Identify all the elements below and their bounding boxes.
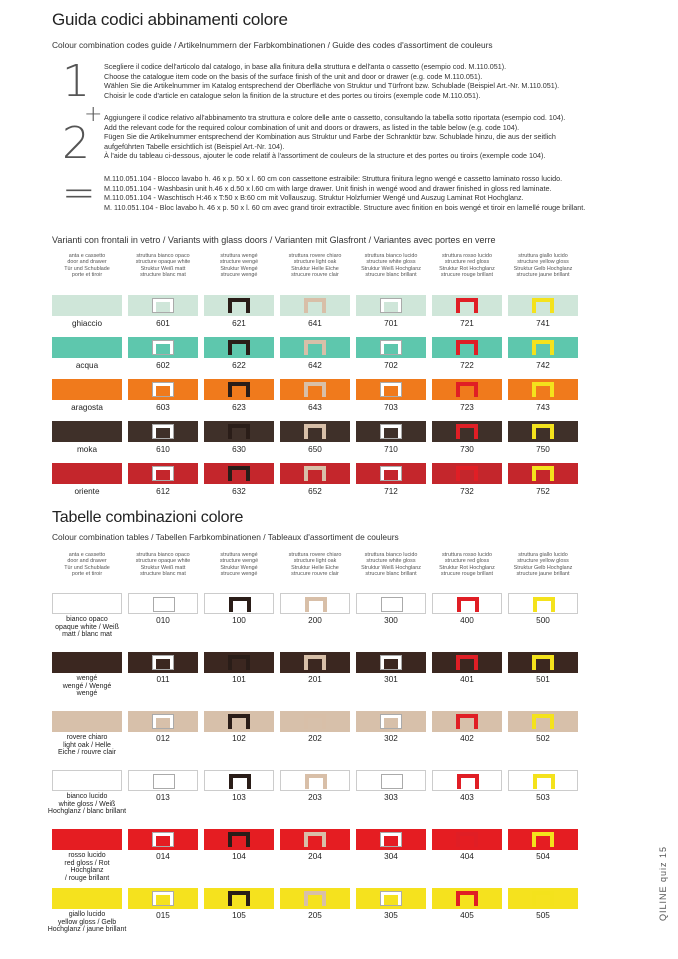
combination-swatch xyxy=(356,421,426,442)
combination-code: 405 xyxy=(460,911,474,920)
unit-structure-icon xyxy=(381,774,403,789)
combination-swatch xyxy=(128,770,198,791)
unit-structure-icon xyxy=(532,832,554,847)
unit-structure-icon xyxy=(152,891,174,906)
step-line: Choisir le code d'article en catalogue selon la finition de la structure et des portes ou tiroirs (exemple code M.110.051). xyxy=(104,90,481,100)
combination-swatch xyxy=(128,593,198,614)
unit-structure-icon xyxy=(305,597,327,612)
combination-swatch xyxy=(432,711,502,732)
combination-swatch xyxy=(356,652,426,673)
combination-code: 742 xyxy=(536,361,550,370)
unit-structure-icon xyxy=(532,382,554,397)
combination-code: 404 xyxy=(460,852,474,861)
unit-structure-icon xyxy=(381,597,403,612)
step-line: Wählen Sie die Artikelnummer im Katalog entsprechend der Oberfläche von Struktur und Türfront bzw. Schublade (Beispiel Art.-Nr. M.110.051). xyxy=(104,81,560,91)
unit-structure-icon xyxy=(533,774,555,789)
table-header-row xyxy=(52,253,588,287)
combination-swatch xyxy=(204,337,274,358)
row-label: rovere chiaro light oak / Helle Eiche / rouvre clair xyxy=(58,734,116,757)
column-header: struttura bianco opaco structure opaque white Struktur Weiß matt structure blanc mat xyxy=(135,253,191,278)
combination-swatch xyxy=(204,711,274,732)
combination-code: 503 xyxy=(536,793,550,802)
combination-code: 602 xyxy=(156,361,170,370)
combination-swatch xyxy=(356,888,426,909)
combination-swatch xyxy=(508,421,578,442)
combination-code: 732 xyxy=(460,487,474,496)
combination-swatch xyxy=(508,337,578,358)
combination-code: 013 xyxy=(156,793,170,802)
column-header: anta e cassetto door and drawer Tür und Schublade porte et tiroir xyxy=(64,552,110,577)
step-line: Add the relevant code for the required colour combination of unit and doors or drawers, as listed in the table below (e.g. code 104). xyxy=(104,122,520,132)
step-1-text xyxy=(104,62,664,100)
unit-structure-icon xyxy=(380,466,402,481)
combination-swatch xyxy=(508,770,578,791)
door-color-swatch xyxy=(52,711,122,732)
combination-swatch xyxy=(356,593,426,614)
step-line: M.110.051.104 - Waschtisch H:46 x T:50 x B:60 cm mit Vollauszug. Struktur Holzfurnier Wengé und Auszug Laminat Rot Hochglanz. xyxy=(104,193,524,203)
combination-code: 643 xyxy=(308,403,322,412)
step-line: Choose the catalogue item code on the basis of the surface finish of the unit and door or drawer (e.g. code M.110.051). xyxy=(104,71,483,81)
combination-code: 200 xyxy=(308,616,322,625)
unit-structure-icon xyxy=(532,340,554,355)
combination-swatch xyxy=(280,770,350,791)
row-label: aragosta xyxy=(71,403,103,412)
unit-structure-icon xyxy=(152,298,174,313)
unit-structure-icon xyxy=(456,298,478,313)
combination-swatch xyxy=(508,711,578,732)
combination-code: 650 xyxy=(308,445,322,454)
unit-structure-icon xyxy=(532,655,554,670)
combination-swatch xyxy=(508,829,578,850)
unit-structure-icon xyxy=(228,714,250,729)
unit-structure-icon xyxy=(304,382,326,397)
unit-structure-icon xyxy=(152,424,174,439)
unit-structure-icon xyxy=(228,466,250,481)
combination-code: 100 xyxy=(232,616,246,625)
step-result-symbol: = xyxy=(62,170,96,216)
unit-structure-icon xyxy=(304,891,326,906)
combination-code: 752 xyxy=(536,487,550,496)
unit-structure-icon xyxy=(305,774,327,789)
combination-code: 730 xyxy=(460,445,474,454)
unit-structure-icon xyxy=(380,891,402,906)
unit-structure-icon xyxy=(456,424,478,439)
combination-code: 305 xyxy=(384,911,398,920)
column-header: anta e cassetto door and drawer Tür und Schublade porte et tiroir xyxy=(64,253,110,278)
combination-code: 723 xyxy=(460,403,474,412)
combination-swatch xyxy=(128,652,198,673)
unit-structure-icon xyxy=(228,832,250,847)
combination-swatch xyxy=(128,888,198,909)
combination-code: 623 xyxy=(232,403,246,412)
combination-code: 201 xyxy=(308,675,322,684)
combination-code: 701 xyxy=(384,319,398,328)
combination-swatch xyxy=(432,888,502,909)
combination-code: 722 xyxy=(460,361,474,370)
tables-subtitle: Colour combination tables / Tabellen Farbkombinationen / Tableaux d'assortiment de couleurs xyxy=(52,532,399,542)
combination-swatch xyxy=(280,379,350,400)
color-row xyxy=(52,829,588,850)
combination-code: 743 xyxy=(536,403,550,412)
combination-code: 400 xyxy=(460,616,474,625)
unit-structure-icon xyxy=(229,597,251,612)
color-row xyxy=(52,379,588,400)
combination-code: 104 xyxy=(232,852,246,861)
combination-code: 610 xyxy=(156,445,170,454)
unit-structure-icon xyxy=(380,832,402,847)
combination-swatch xyxy=(280,295,350,316)
combination-code: 710 xyxy=(384,445,398,454)
door-color-swatch xyxy=(52,829,122,850)
combination-code: 702 xyxy=(384,361,398,370)
row-label: oriente xyxy=(74,487,100,496)
combination-code: 630 xyxy=(232,445,246,454)
combination-swatch xyxy=(280,652,350,673)
unit-structure-icon xyxy=(228,655,250,670)
door-color-swatch xyxy=(52,593,122,614)
unit-structure-icon xyxy=(532,466,554,481)
combination-code: 641 xyxy=(308,319,322,328)
unit-structure-icon xyxy=(456,714,478,729)
combination-swatch xyxy=(128,295,198,316)
unit-structure-icon xyxy=(304,340,326,355)
unit-structure-icon xyxy=(228,891,250,906)
combination-swatch xyxy=(280,421,350,442)
combination-swatch xyxy=(204,829,274,850)
door-color-swatch xyxy=(52,421,122,442)
row-label: acqua xyxy=(75,361,99,370)
column-header: struttura rovere chiaro structure light oak Struktur Helle Eiche strucure rouvre clair xyxy=(288,253,342,278)
unit-structure-icon xyxy=(228,340,250,355)
combination-code: 502 xyxy=(536,734,550,743)
unit-structure-icon xyxy=(380,382,402,397)
combination-code: 403 xyxy=(460,793,474,802)
combination-swatch xyxy=(204,379,274,400)
column-header: struttura rovere chiaro structure light oak Struktur Helle Eiche strucure rouvre clair xyxy=(288,552,342,577)
combination-swatch xyxy=(508,593,578,614)
combination-swatch xyxy=(204,593,274,614)
row-label: bianco lucido white gloss / Weiß Hochglanz / blanc brillant xyxy=(47,793,127,816)
combination-code: 612 xyxy=(156,487,170,496)
column-header: struttura bianco opaco structure opaque white Struktur Weiß matt structure blanc mat xyxy=(135,552,191,577)
combination-swatch xyxy=(432,421,502,442)
color-row xyxy=(52,337,588,358)
color-row xyxy=(52,770,588,791)
combination-swatch xyxy=(432,829,502,850)
step-1-number: 1 xyxy=(62,56,90,107)
column-header: struttura giallo lucido structure yellow gloss Struktur Gelb Hochglanz structure jaune brillant xyxy=(513,552,573,577)
combination-code: 652 xyxy=(308,487,322,496)
unit-structure-icon xyxy=(228,298,250,313)
combination-code: 642 xyxy=(308,361,322,370)
door-color-swatch xyxy=(52,379,122,400)
color-row xyxy=(52,888,588,909)
combination-code: 750 xyxy=(536,445,550,454)
step-line: Scegliere il codice dell'articolo dal catalogo, in base alla finitura della struttura e dell'anta o cassetto (esempio cod. M.110.051). xyxy=(104,62,507,71)
color-row xyxy=(52,652,588,673)
table-header-row xyxy=(52,552,588,586)
combination-swatch xyxy=(508,888,578,909)
unit-structure-icon xyxy=(456,832,478,847)
combination-code: 500 xyxy=(536,616,550,625)
row-label: wengé wengé / Wengé wengé xyxy=(62,675,112,698)
step-line: Aggiungere il codice relativo all'abbinamento tra struttura e colore delle ante o cassetto, consultando la tabella sotto riportata (esempio cod. 104). xyxy=(104,113,566,122)
combination-code: 632 xyxy=(232,487,246,496)
page-footer-brand: QILINE quiz 15 xyxy=(658,846,668,922)
door-color-swatch xyxy=(52,770,122,791)
unit-structure-icon xyxy=(380,298,402,313)
combination-swatch xyxy=(432,463,502,484)
combination-code: 204 xyxy=(308,852,322,861)
color-row xyxy=(52,421,588,442)
combination-swatch xyxy=(508,295,578,316)
door-color-swatch xyxy=(52,888,122,909)
combination-swatch xyxy=(204,463,274,484)
combination-code: 302 xyxy=(384,734,398,743)
combination-code: 501 xyxy=(536,675,550,684)
unit-structure-icon xyxy=(304,298,326,313)
unit-structure-icon xyxy=(228,424,250,439)
combination-swatch xyxy=(356,379,426,400)
unit-structure-icon xyxy=(153,597,175,612)
combination-swatch xyxy=(204,421,274,442)
combination-swatch xyxy=(280,829,350,850)
step-2-plus: + xyxy=(84,102,103,127)
combination-swatch xyxy=(128,463,198,484)
unit-structure-icon xyxy=(153,774,175,789)
step-line: aufgeführten Tabelle ersichtlich ist (Beispiel Art.-Nr. 104). xyxy=(104,141,285,151)
unit-structure-icon xyxy=(152,466,174,481)
step-2-number: 2 xyxy=(62,118,90,169)
color-row xyxy=(52,593,588,614)
row-label: bianco opaco opaque white / Weiß matt / blanc mat xyxy=(55,616,119,639)
combination-code: 301 xyxy=(384,675,398,684)
combination-code: 010 xyxy=(156,616,170,625)
combination-code: 402 xyxy=(460,734,474,743)
unit-structure-icon xyxy=(152,655,174,670)
combination-swatch xyxy=(432,652,502,673)
combination-code: 504 xyxy=(536,852,550,861)
row-label: moka xyxy=(76,445,98,454)
combination-code: 622 xyxy=(232,361,246,370)
unit-structure-icon xyxy=(533,597,555,612)
step-line: M. 110.051.104 - Bloc lavabo h. 46 x p. 50 x l. 60 cm avec grand tiroir extractible. Structure avec finition en bois wengé et tiroir en lamellé rouge brillant. xyxy=(104,202,586,212)
row-label: ghiaccio xyxy=(71,319,103,328)
unit-structure-icon xyxy=(380,655,402,670)
column-header: struttura bianco lucido structure white gloss Struktur Weiß Hochglanz strucure blanc brillant xyxy=(361,253,421,278)
combination-code: 015 xyxy=(156,911,170,920)
combination-code: 401 xyxy=(460,675,474,684)
combination-swatch xyxy=(204,770,274,791)
combination-swatch xyxy=(356,295,426,316)
combination-swatch xyxy=(128,337,198,358)
combination-swatch xyxy=(128,421,198,442)
combination-code: 012 xyxy=(156,734,170,743)
combination-code: 721 xyxy=(460,319,474,328)
unit-structure-icon xyxy=(456,466,478,481)
unit-structure-icon xyxy=(229,774,251,789)
door-color-swatch xyxy=(52,463,122,484)
unit-structure-icon xyxy=(532,714,554,729)
combination-swatch xyxy=(204,295,274,316)
combination-code: 304 xyxy=(384,852,398,861)
combination-swatch xyxy=(204,652,274,673)
unit-structure-icon xyxy=(532,298,554,313)
combination-swatch xyxy=(356,337,426,358)
combination-code: 603 xyxy=(156,403,170,412)
combination-code: 105 xyxy=(232,911,246,920)
unit-structure-icon xyxy=(456,891,478,906)
unit-structure-icon xyxy=(304,466,326,481)
door-color-swatch xyxy=(52,337,122,358)
combination-code: 303 xyxy=(384,793,398,802)
combination-swatch xyxy=(508,652,578,673)
combination-swatch xyxy=(280,337,350,358)
combination-swatch xyxy=(356,829,426,850)
unit-structure-icon xyxy=(380,340,402,355)
combination-code: 703 xyxy=(384,403,398,412)
step-2-text xyxy=(104,113,664,161)
combination-swatch xyxy=(432,379,502,400)
glass-section-title: Varianti con frontali in vetro / Variants with glass doors / Varianten mit Glasfront / Variantes avec portes en verre xyxy=(52,235,496,245)
step-line: M.110.051.104 - Washbasin unit h.46 x d.50 x l.60 cm with large drawer. Unit finish in wengé wood and drawer finished in gloss red laminate. xyxy=(104,183,552,193)
unit-structure-icon xyxy=(152,832,174,847)
combination-code: 621 xyxy=(232,319,246,328)
combination-code: 300 xyxy=(384,616,398,625)
step-line: À l'aide du tableau ci-dessous, ajouter le code relatif à l'assortiment de couleurs de la structure et des portes ou tiroirs (exemple code 104). xyxy=(104,151,546,161)
color-row xyxy=(52,463,588,484)
row-label: giallo lucido yellow gloss / Gelb Hochglanz / jaune brillant xyxy=(47,911,127,934)
unit-structure-icon xyxy=(456,655,478,670)
unit-structure-icon xyxy=(532,891,554,906)
step-result-text xyxy=(104,174,664,212)
combination-swatch xyxy=(508,463,578,484)
combination-swatch xyxy=(432,295,502,316)
unit-structure-icon xyxy=(152,340,174,355)
column-header: struttura rosso lucido structure red gloss Struktur Rot Hochglanz strucure rouge brillant xyxy=(439,552,495,577)
combination-swatch xyxy=(204,888,274,909)
column-header: struttura giallo lucido structure yellow gloss Struktur Gelb Hochglanz structure jaune brillant xyxy=(513,253,573,278)
unit-structure-icon xyxy=(456,340,478,355)
door-color-swatch xyxy=(52,652,122,673)
combination-swatch xyxy=(128,829,198,850)
combination-swatch xyxy=(280,711,350,732)
combination-swatch xyxy=(128,379,198,400)
combination-swatch xyxy=(280,593,350,614)
combination-code: 011 xyxy=(156,675,170,684)
column-header: struttura rosso lucido structure red gloss Struktur Rot Hochglanz strucure rouge brillant xyxy=(439,253,495,278)
unit-structure-icon xyxy=(456,382,478,397)
unit-structure-icon xyxy=(380,424,402,439)
step-line: Fügen Sie die Artikelnummer entsprechend der Kombination aus Struktur und Farbe der Schranktür bzw. Schublade hinzu, die aus der seitlich xyxy=(104,132,556,142)
combination-swatch xyxy=(356,711,426,732)
combination-code: 102 xyxy=(232,734,246,743)
column-header: struttura wengé structure wengé Struktur Wengé strucure wengé xyxy=(219,552,259,577)
unit-structure-icon xyxy=(304,832,326,847)
combination-swatch xyxy=(508,379,578,400)
unit-structure-icon xyxy=(228,382,250,397)
step-line: M.110.051.104 - Blocco lavabo h. 46 x p. 50 x l. 60 cm con cassettone estraibile: Struttura finitura legno wengé e cassetto laminato rosso lucido. xyxy=(104,174,563,183)
combination-code: 505 xyxy=(536,911,550,920)
page-subtitle: Colour combination codes guide / Artikelnummern der Farbkombinationen / Guide des codes d'assortiment de couleurs xyxy=(52,40,493,50)
unit-structure-icon xyxy=(457,597,479,612)
combination-code: 203 xyxy=(308,793,322,802)
door-color-swatch xyxy=(52,295,122,316)
combination-swatch xyxy=(280,888,350,909)
combination-swatch xyxy=(432,770,502,791)
tables-title: Tabelle combinazioni colore xyxy=(52,509,244,526)
row-label: rosso lucido red gloss / Rot Hochglanz / rouge brillant xyxy=(64,852,110,882)
column-header: struttura wengé structure wengé Struktur Wengé strucure wengé xyxy=(219,253,259,278)
combination-code: 601 xyxy=(156,319,170,328)
combination-code: 103 xyxy=(232,793,246,802)
combination-code: 202 xyxy=(308,734,322,743)
combination-swatch xyxy=(432,337,502,358)
color-row xyxy=(52,711,588,732)
unit-structure-icon xyxy=(457,774,479,789)
combination-code: 712 xyxy=(384,487,398,496)
combination-swatch xyxy=(128,711,198,732)
combination-code: 101 xyxy=(232,675,246,684)
color-row xyxy=(52,295,588,316)
page-title: Guida codici abbinamenti colore xyxy=(52,10,288,29)
combination-swatch xyxy=(280,463,350,484)
combination-swatch xyxy=(432,593,502,614)
combination-code: 741 xyxy=(536,319,550,328)
unit-structure-icon xyxy=(304,655,326,670)
unit-structure-icon xyxy=(152,382,174,397)
combination-swatch xyxy=(356,463,426,484)
unit-structure-icon xyxy=(380,714,402,729)
combination-swatch xyxy=(356,770,426,791)
unit-structure-icon xyxy=(304,424,326,439)
column-header: struttura bianco lucido structure white gloss Struktur Weiß Hochglanz strucure blanc brillant xyxy=(361,552,421,577)
unit-structure-icon xyxy=(152,714,174,729)
unit-structure-icon xyxy=(532,424,554,439)
combination-code: 014 xyxy=(156,852,170,861)
combination-code: 205 xyxy=(308,911,322,920)
unit-structure-icon xyxy=(304,714,326,729)
